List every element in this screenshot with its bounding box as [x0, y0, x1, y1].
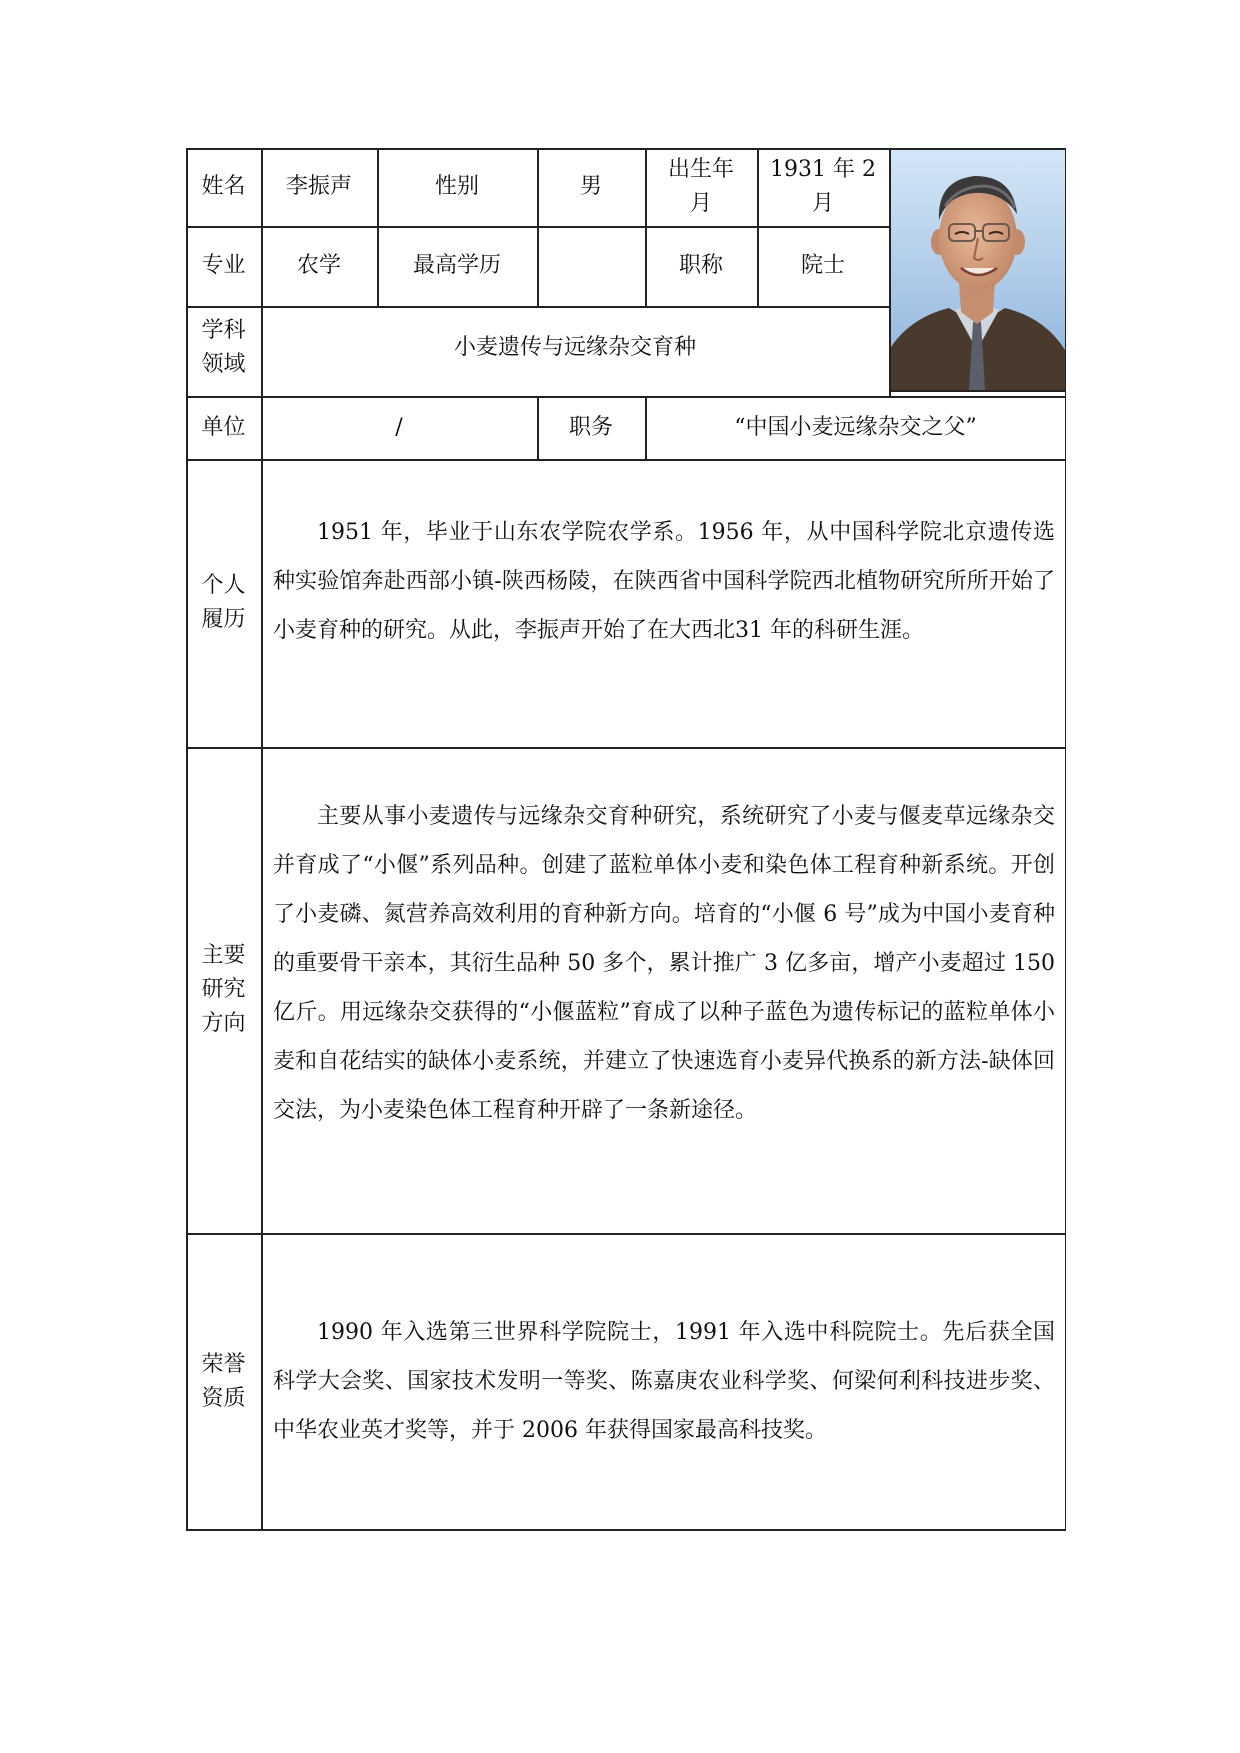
gender-label: 性别	[434, 174, 479, 199]
border-left	[186, 148, 188, 1530]
portrait-illustration	[889, 150, 1065, 390]
col-divider-4	[645, 148, 647, 306]
col-divider-4b	[645, 396, 647, 459]
position-label: 职务	[568, 414, 613, 440]
honors-label: 荣誉资质	[201, 1351, 246, 1411]
row-divider-2	[186, 306, 889, 308]
photo-bottom-border	[889, 390, 1066, 392]
col-divider-3b	[537, 396, 539, 459]
border-top	[186, 148, 1066, 150]
degree-value	[537, 226, 645, 306]
field-label: 学科领域	[201, 318, 246, 377]
title-value: 院士	[800, 253, 845, 278]
border-right	[1065, 148, 1067, 1530]
row-divider-5	[186, 747, 1066, 749]
label-column-divider	[261, 148, 263, 1530]
degree-label: 最高学历	[412, 253, 501, 278]
col-divider-5	[757, 148, 759, 306]
unit-label: 单位	[201, 414, 246, 440]
col-divider-3	[537, 148, 539, 306]
major-label: 专业	[201, 253, 246, 278]
portrait-photo	[889, 150, 1065, 390]
major-value: 农学	[296, 253, 341, 278]
row-divider-6	[186, 1233, 1066, 1235]
birth-label: 出生年月	[667, 157, 734, 216]
position-value: “中国小麦远缘杂交之父”	[734, 414, 977, 440]
name-value: 李振声	[285, 174, 352, 199]
col-divider-6	[889, 148, 891, 396]
honors-text: 1990 年入选第三世界科学院院士，1991 年入选中科院院士。先后获全国科学大会奖、国家技术发明一等奖、陈嘉庚农业科学奖、何梁何利科技进步奖、中华农业英才奖等，并于 2006 年获得国家最高科技奖。	[273, 1320, 1055, 1443]
border-bottom	[186, 1529, 1066, 1531]
resume-label: 个人履历	[201, 573, 246, 632]
unit-value: /	[395, 414, 403, 440]
birth-value: 1931 年 2 月	[770, 157, 876, 216]
resume-text: 1951 年，毕业于山东农学院农学系。1956 年，从中国科学院北京遗传选种实验馆奔赴西部小镇-陕西杨陵，在陕西省中国科学院西北植物研究所所开始了小麦育种的研究。从此，李振声开始了在大西北31 年的科研生涯。	[273, 520, 1055, 643]
research-label: 主要研究方向	[201, 943, 246, 1036]
gender-value: 男	[579, 174, 602, 199]
research-text: 主要从事小麦遗传与远缘杂交育种研究，系统研究了小麦与偃麦草远缘杂交并育成了“小偃”系列品种。创建了蓝粒单体小麦和染色体工程育种新系统。开创了小麦磷、氮营养高效利用的育种新方向。培育的“小偃 6 号”成为中国小麦育种的重要骨干亲本，其衍生品种 50 多个，累计推广 3 亿多亩，增产小麦超过 150 亿斤。用远缘杂交获得的“小偃蓝粒”育成了以种子蓝色为遗传标记的蓝粒单体小麦和自花结实的缺体小麦系统，并建立了快速选育小麦异代换系的新方法-缺体回交法，为小麦染色体工程育种开辟了一条新途径。	[273, 804, 1055, 1123]
row-divider-3	[186, 396, 1066, 398]
col-divider-2	[377, 148, 379, 306]
name-label: 姓名	[201, 174, 246, 199]
title-label: 职称	[678, 253, 723, 278]
field-value: 小麦遗传与远缘杂交育种	[453, 335, 696, 360]
profile-form-table	[186, 148, 1066, 1530]
row-divider-4	[186, 459, 1066, 461]
